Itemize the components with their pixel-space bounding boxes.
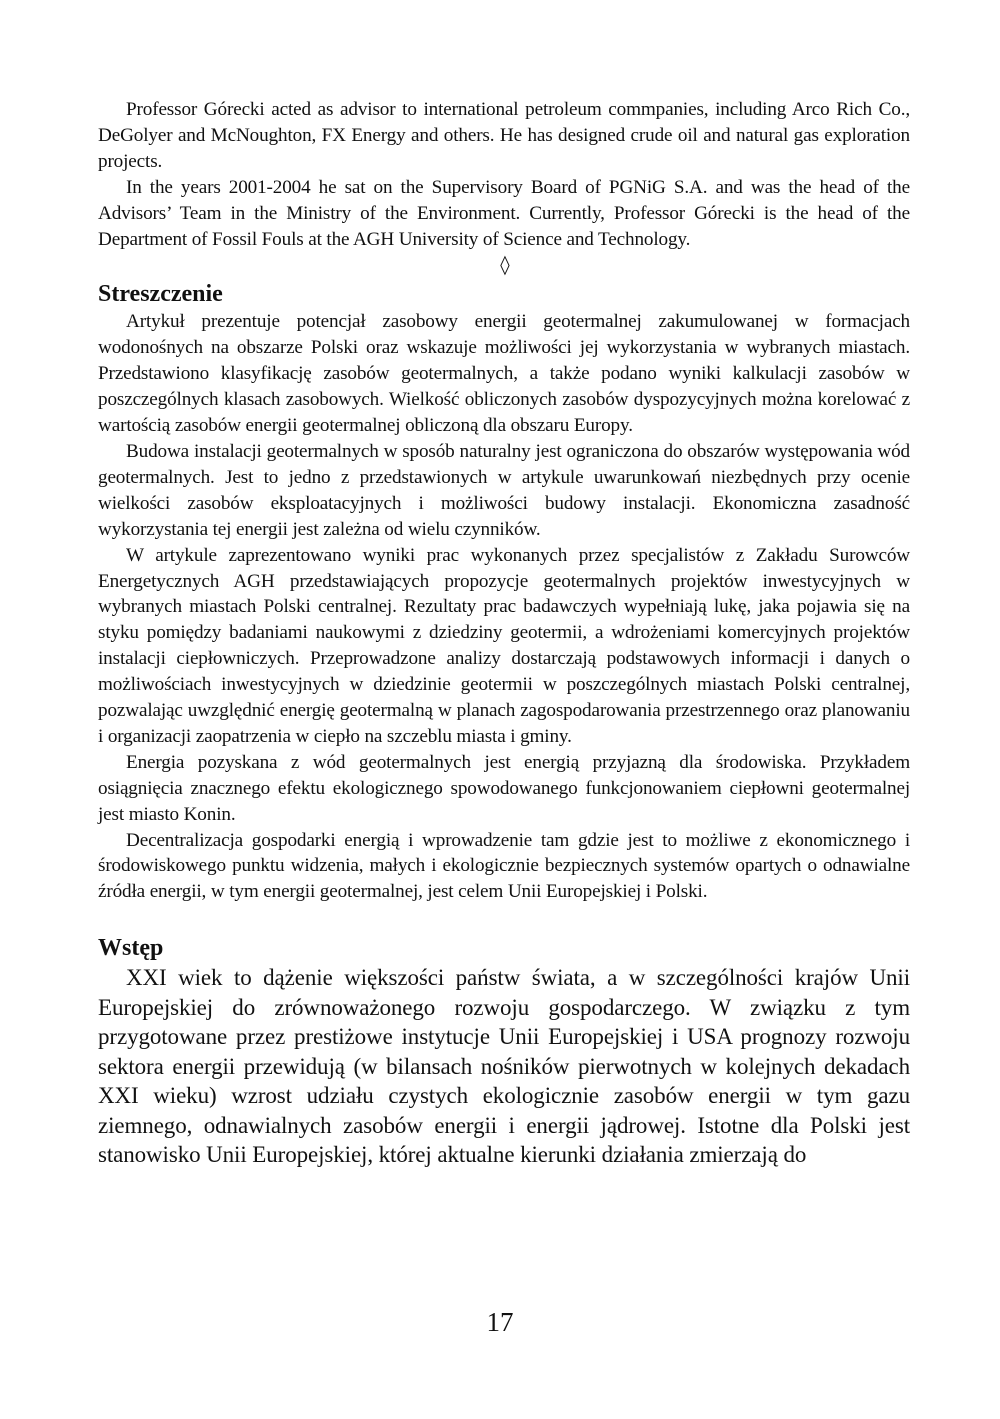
abstract-heading: Streszczenie bbox=[98, 281, 223, 308]
abstract-paragraph: W artykule zaprezentowano wyniki prac wykonanych przez specjalistów z Zakładu Surowców Energetycznych AGH przedstawiających propozycje geotermalnych projektów inwestycyjnych w wybranych miastach Polski centralnej. Rezultaty prac badawczych wypełniają lukę, jaka pojawia się na styku pomiędzy badaniami naukowymi z dziedziny geotermii, a wdrożeniami komercyjnych projektów instalacji ciepłowniczych. Przeprowadzone analizy dostarczają podstawowych informacji i danych o możliwościach inwestycyjnych w dziedzinie geotermii w poszczególnych miastach Polski centralnej, pozwalając uwzględnić energię geotermalną w planach zagospodarowania przestrzennego oraz planowaniu i organizacji zaopatrzenia w ciepło na szczeblu miasta i gminy. bbox=[98, 544, 910, 747]
abstract-paragraph: Decentralizacja gospodarki energią i wprowadzenie tam gdzie jest to możliwe z ekonomicznego i środowiskowego punktu widzenia, małych i ekologicznie bezpiecznych systemów opartych o odnawialne źródła energii, w tym energii geotermalnej, jest celem Unii Europejskiej i Polski. bbox=[98, 829, 910, 903]
page-number: 17 bbox=[486, 1307, 514, 1337]
bio-paragraph: Professor Górecki acted as advisor to international petroleum commpanies, including Arco Rich Co., DeGolyer and McNoughton, FX Energy and others. He has designed crude oil and natural gas exploration projects. bbox=[98, 99, 910, 172]
abstract-paragraph: Budowa instalacji geotermalnych w sposób naturalny jest ograniczona do obszarów występowania wód geotermalnych. Jest to jedno z przedstawionych w artykule uwarunkowań niezbędnych przy ocenie wielkości zasobów eksploatacyjnych i możliwości budowy instalacji. Ekonomiczna zasadność wykorzystania tej energii jest zależna od wielu czynników. bbox=[98, 440, 910, 540]
abstract-section bbox=[98, 279, 910, 905]
bio-paragraph: In the years 2001-2004 he sat on the Supervisory Board of PGNiG S.A. and was the head of the Advisors’ Team in the Ministry of the Environment. Currently, Professor Górecki is the head of the Department of Fossil Fouls at the AGH University of Science and Technology. bbox=[98, 176, 910, 250]
abstract-paragraph: Energia pozyskana z wód geotermalnych jest energią przyjazną dla środowiska. Przykładem osiągnięcia znacznego efektu ekologicznego spowodowanego funkcjonowaniem ciepłowni geotermalnej jest miasto Konin. bbox=[98, 751, 910, 825]
author-bio bbox=[98, 97, 910, 252]
page-body bbox=[98, 97, 910, 1170]
diamond-separator-icon: ◊ bbox=[500, 254, 510, 277]
introduction-heading: Wstęp bbox=[98, 935, 164, 962]
introduction-section bbox=[98, 933, 910, 1170]
introduction-paragraph: XXI wiek to dążenie większości państw świata, a w szczególności krajów Unii Europejskiej do zrównoważonego rozwoju gospodarczego. W związku z tym przygotowane przez prestiżowe instytucje Unii Europejskiej i USA prognozy rozwoju sektora energii przewidują (w bilansach nośników pierwotnych w kolejnych dekadach XXI wieku) wzrost udziału czystych ekologicznie zasobów energii w tym gazu ziemnego, odnawialnych zasobów energii i energii jądrowej. Istotne dla Polski jest stanowisko Unii Europejskiej, której aktualne kierunki działania zmierzają do bbox=[98, 965, 910, 1168]
abstract-paragraph: Artykuł prezentuje potencjał zasobowy energii geotermalnej zakumulowanej w formacjach wodonośnych na obszarze Polski oraz wskazuje możliwości jej wykorzystania w wybranych miastach. Przedstawiono klasyfikację zasobów geotermalnych, a także podano wyniki kalkulacji zasobów w poszczególnych klasach zasobowych. Wielkość obliczonych zasobów dyspozycyjnych można korelować z wartością zasobów energii geotermalnej obliczoną dla obszaru Europy. bbox=[98, 311, 910, 437]
